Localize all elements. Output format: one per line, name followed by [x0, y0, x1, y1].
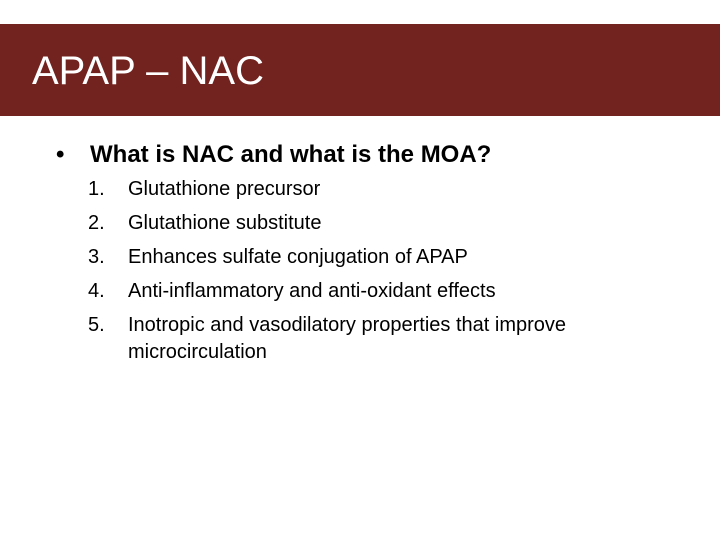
list-text: Inotropic and vasodilatory properties that improve microcirculation — [128, 314, 567, 363]
slide-title: APAP – NAC — [32, 49, 264, 93]
question-text: What is NAC and what is the MOA? — [90, 141, 492, 168]
list-number: 2. — [88, 212, 105, 234]
list-number: 3. — [88, 246, 105, 268]
list-text: Glutathione substitute — [128, 212, 322, 234]
list-text: Enhances sulfate conjugation of APAP — [128, 246, 468, 268]
list-item — [88, 312, 688, 366]
list-item — [88, 210, 688, 237]
list-item — [88, 176, 688, 203]
answer-list — [88, 176, 688, 373]
list-number: 1. — [88, 178, 105, 200]
question-bullet-row — [56, 139, 491, 171]
list-item — [88, 278, 688, 305]
list-item — [88, 244, 688, 271]
bullet-icon: • — [56, 141, 65, 168]
list-number: 4. — [88, 280, 105, 302]
list-number: 5. — [88, 314, 105, 336]
list-text: Anti-inflammatory and anti-oxidant effects — [128, 280, 496, 302]
list-text: Glutathione precursor — [128, 178, 321, 200]
